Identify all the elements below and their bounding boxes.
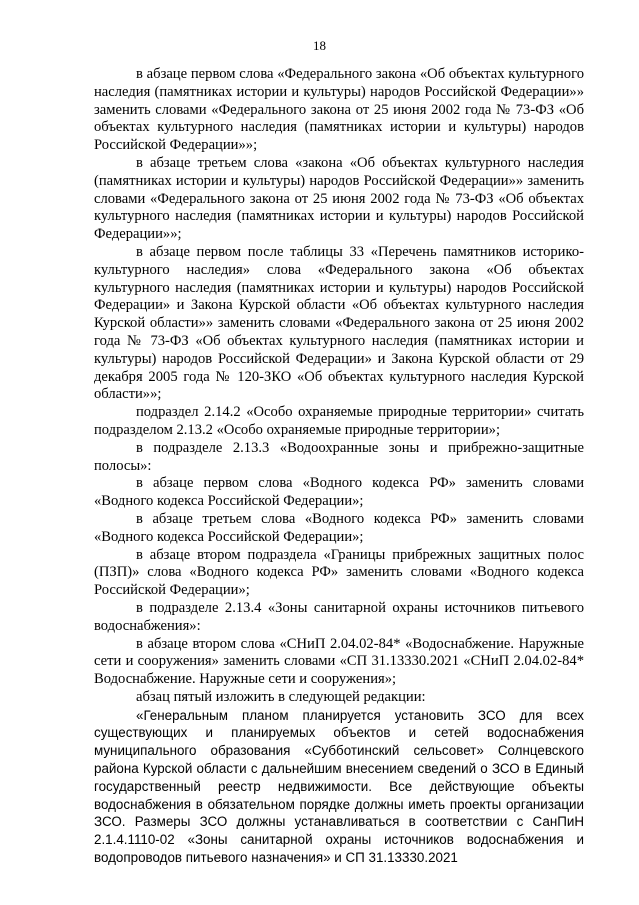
paragraph: в абзаце третьем слова «закона «Об объектах культурного наследия (памятниках истории и культуры) народов Российской Федерации»» заменить словами «Федерального закона от 25 июня 2002 года № 73-ФЗ «Об объектах культурного наследия (памятниках истории и культуры) народов Российской Федерации»»; xyxy=(94,154,584,243)
paragraph: в абзаце втором подраздела «Границы прибрежных защитных полос (ПЗП)» слова «Водного кодекса РФ» заменить словами «Водного кодекса Российской Федерации»; xyxy=(94,546,584,599)
quoted-paragraph: «Генеральным планом планируется установить ЗСО для всех существующих и планируемых объектов и сетей водоснабжения муниципального образования «Субботинский сельсовет» Солнцевского района Курской области с дальнейшим внесением сведений о ЗСО в Единый государственный реестр недвижимости. Все действующие объекты водоснабжения в обязательном порядке должны иметь проекты организации ЗСО. Размеры ЗСО должны устанавливаться в соответствии с СанПиН 2.1.4.1110-02 «Зоны санитарной охраны источников водоснабжения и водопроводов питьевого назначения» и СП 31.13330.2021 xyxy=(94,707,584,866)
paragraph: в абзаце первом слова «Федерального закона «Об объектах культурного наследия (памятниках истории и культуры) народов Российской Федерации»» заменить словами «Федерального закона от 25 июня 2002 года № 73-ФЗ «Об объектах культурного наследия (памятниках истории и культуры) народов Российской Федерации»»; xyxy=(94,66,584,154)
paragraph: в абзаце первом после таблицы 33 «Перечень памятников историко-культурного наследия» слова «Федерального закона «Об объектах культурного наследия (памятниках истории и культуры) народов Российской Федерации» и Закона Курской области «Об объектах культурного наследия Курской области»» заменить словами «Федерального закона от 25 июня 2002 года № 73-ФЗ «Об объектах культурного наследия (памятниках истории и культуры) народов Российской Федерации» и Закона Курской области от 29 декабря 2005 года № 120-ЗКО «Об объектах культурного наследия Курской области»»; xyxy=(94,243,584,403)
paragraph: в абзаце втором слова «СНиП 2.04.02-84* «Водоснабжение. Наружные сети и сооружения» заменить словами «СП 31.13330.2021 «СНиП 2.04.02-84* Водоснабжение. Наружные сети и сооружения»; xyxy=(94,635,584,688)
paragraph: подраздел 2.14.2 «Особо охраняемые природные территории» считать подразделом 2.13.2 «Особо охраняемые природные территории»; xyxy=(94,404,584,438)
paragraph: в абзаце первом слова «Водного кодекса РФ» заменить словами «Водного кодекса Российской Федерации»; xyxy=(94,475,584,510)
document-body xyxy=(94,66,584,867)
paragraph: абзац пятый изложить в следующей редакции: xyxy=(136,688,426,705)
paragraph: в подразделе 2.13.4 «Зоны санитарной охраны источников питьевого водоснабжения»: xyxy=(94,599,584,634)
paragraph: в подразделе 2.13.3 «Водоохранные зоны и прибрежно-защитные полосы»: xyxy=(94,439,584,474)
paragraph: в абзаце третьем слова «Водного кодекса РФ» заменить словами «Водного кодекса Российской Федерации»; xyxy=(94,510,584,545)
page-number: 18 xyxy=(313,38,326,53)
